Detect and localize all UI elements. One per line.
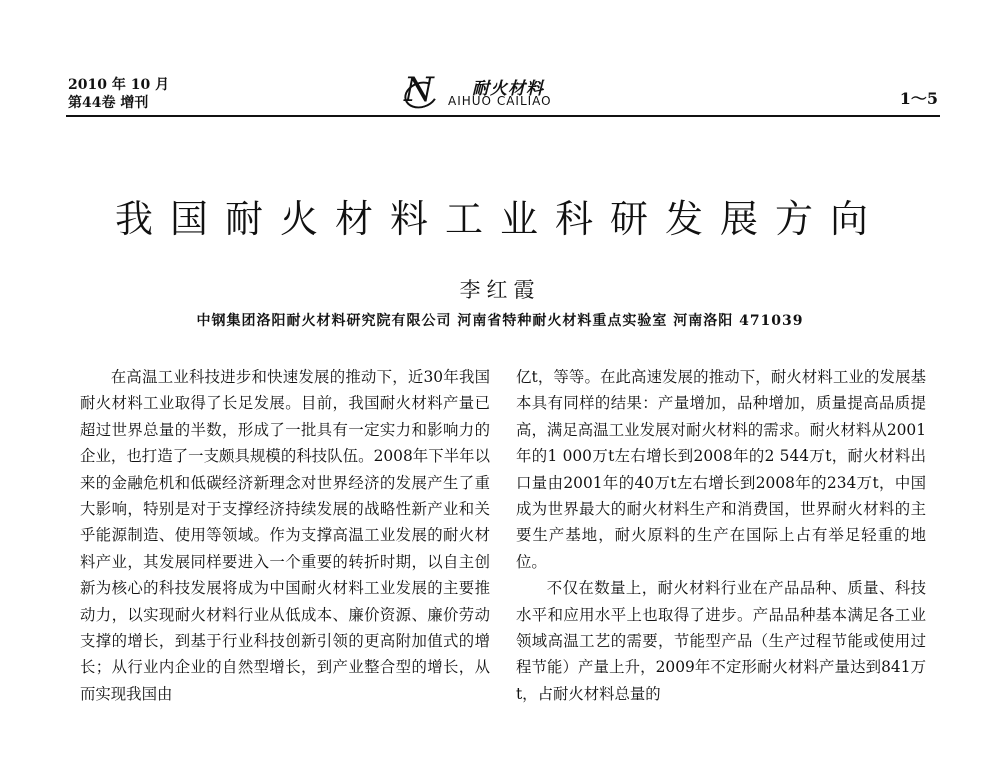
article-title: 我国耐火材料工业科研发展方向 [114, 197, 885, 241]
body-paragraph: 亿t，等等。在此高速发展的推动下，耐火材料工业的发展基本具有同样的结果：产量增加，品种增加，质量提高品质提高，满足高温工业发展对耐火材料的需求。耐火材料从2001年的1 000万t左右增长到2008年的2 544万t，耐火材料出口量由2001年的40万t左右增长到2008年的234万t，中国成为世界最大的耐火材料生产和消费国，世界耐火材料的主要生产基地，耐火原料的生产在国际上占有举足轻重的地位。 [516, 368, 926, 571]
issue-info [68, 76, 169, 112]
issue-volume: 第44卷 增刊 [68, 95, 149, 111]
header-divider [66, 115, 940, 117]
journal-name-cn: 耐火材料 [472, 79, 544, 99]
journal-name-en: AIHUO CAILIAO [448, 94, 552, 108]
logo-initial: N [404, 70, 434, 110]
body-paragraph: 在高温工业科技进步和快速发展的推动下，近30年我国耐火材料工业取得了长足发展。目前，我国耐火材料产量已超过世界总量的半数，形成了一批具有一定实力和影响力的企业，也打造了一支颇具规模的科技队伍。2008年下半年以来的金融危机和低碳经济新理念对世界经济的发展产生了重大影响，特别是对于支撑经济持续发展的战略性新产业和关乎能源制造、使用等领域。作为支撑高温工业发展的耐火材料产业，其发展同样要进入一个重要的转折时期，以自主创新为核心的科技发展将成为中国耐火材料工业发展的主要推动力，以实现耐火材料行业从低成本、廉价资源、廉价劳动支撑的增长，到基于行业科技创新引领的更高附加值式的增长；从行业内企业的自然型增长，到产业整合型的增长，从而实现我国由 [80, 368, 490, 703]
author-affiliation: 中钢集团洛阳耐火材料研究院有限公司 河南省特种耐火材料重点实验室 河南洛阳 471039 [196, 313, 804, 329]
body-paragraph: 不仅在数量上，耐火材料行业在产品品种、质量、科技水平和应用水平上也取得了进步。产品品种基本满足各工业领域高温工艺的需要，节能型产品（生产过程节能或使用过程节能）产量上升，2009年不定形耐火材料产量达到841万t，占耐火材料总量的 [516, 579, 926, 703]
body-column-left [80, 364, 490, 707]
journal-logo [404, 70, 584, 114]
page-range: 1～5 [899, 89, 938, 108]
article-author: 李红霞 [459, 278, 541, 302]
body-column-right [516, 364, 926, 707]
issue-date: 2010 年 10 月 [68, 77, 170, 93]
